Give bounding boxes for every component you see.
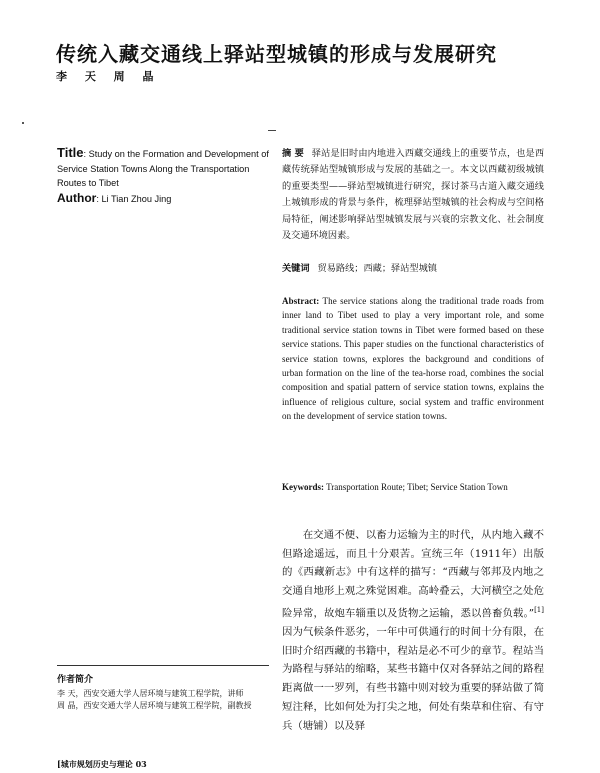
author-info [57,674,269,712]
author-info-line: 周 晶，西安交通大学人居环境与建筑工程学院，副教授 [57,701,252,710]
abstract-en-label: Abstract: [282,296,320,306]
abstract-english [282,294,544,424]
author-info-line: 李 天，西安交通大学人居环境与建筑工程学院，讲师 [57,689,244,698]
abstract-en-text: The service stations along the traditional trade roads from inner land to Tibet used to play a very important role, and some traditional service station towns in Tibet were formed based on these service stations. This paper studies on the functional characteristics of service station towns, explores the background and conditions of urban formation on the line of the tea-horse road, combines the social composition and spatial pattern of service station towns, explains the influence of religious culture, social system and traffic environment on the development of service station towns. [282,296,544,422]
author-label: Author [57,190,97,205]
abstract-cn-text: 驿站是旧时由内地进入西藏交通线上的重要节点，也是西藏传统驿站型城镇形成与发展的基础之一。本文以西藏初级城镇的重要类型——驿站型城镇进行研究，探讨茶马古道入藏交通线上城镇形成的背景与条件，梳理驿站型城镇的社会构成与空间格局特征，阐述影响驿站型城镇发展与兴衰的宗教文化、社会制度及交通环境因素。 [282,148,545,242]
author-text: Li Tian Zhou Jing [101,193,172,204]
english-title: Title: Study on the Formation and Development of Service Station Towns Along the Transportation Routes to Tibet [57,145,269,188]
keywords-cn-text: 贸易路线；西藏；驿站型城镇 [317,263,437,274]
body-text [282,526,544,735]
author-info-heading: 作者简介 [57,675,94,685]
english-author: Author: Li Tian Zhou Jing [57,190,172,205]
keywords-cn-label: 关键词 [282,263,310,274]
abstract-chinese [282,146,544,244]
keywords-english [282,480,544,494]
english-title-block [57,146,269,206]
title-text: Study on the Formation and Development of Service Station Towns Along the Transportation Routes to Tibet [57,149,269,188]
citation-ref: [1] [534,605,544,614]
keywords-en-label: Keywords: [282,482,324,492]
footnote-divider [57,665,269,666]
authors: 李 天 周 晶 [56,70,161,83]
abstract-cn-label: 摘 要 [282,148,304,159]
title-label: Title [57,145,84,160]
page-footer: [城市规划历史与理论 03 [57,759,147,769]
speck-mark [22,122,24,124]
keywords-en-text: Transportation Route; Tibet; Service Station Town [326,482,508,492]
keywords-chinese [282,262,544,276]
paper-title: 传统入藏交通线上驿站型城镇的形成与发展研究 [56,42,497,66]
divider [268,130,276,131]
body-paragraph: 在交通不便、以畜力运输为主的时代，从内地入藏不但路途遥远，而且十分艰苦。宣统三年（1911年）出版的《西藏新志》中有这样的描写：“西藏与邻邦及内地之交通自地形上观之殊觉困难。高岭叠云，大河横空之处危险异常，故炮车辎重以及货物之运输，悉以兽畜负载。”[1]因为气候条件恶劣，一年中可供通行的时间十分有限，在旧时介绍西藏的书籍中，程站是必不可少的章节。程站当为路程与驿站的缩略，某些书籍中仅对各驿站之间的路程距离做一一罗列，有些书籍中则对较为重要的驿站做了简短注释，比如何处为打尖之地，何处有柴草和住宿、有守兵（塘铺）以及驿 [282,529,544,732]
